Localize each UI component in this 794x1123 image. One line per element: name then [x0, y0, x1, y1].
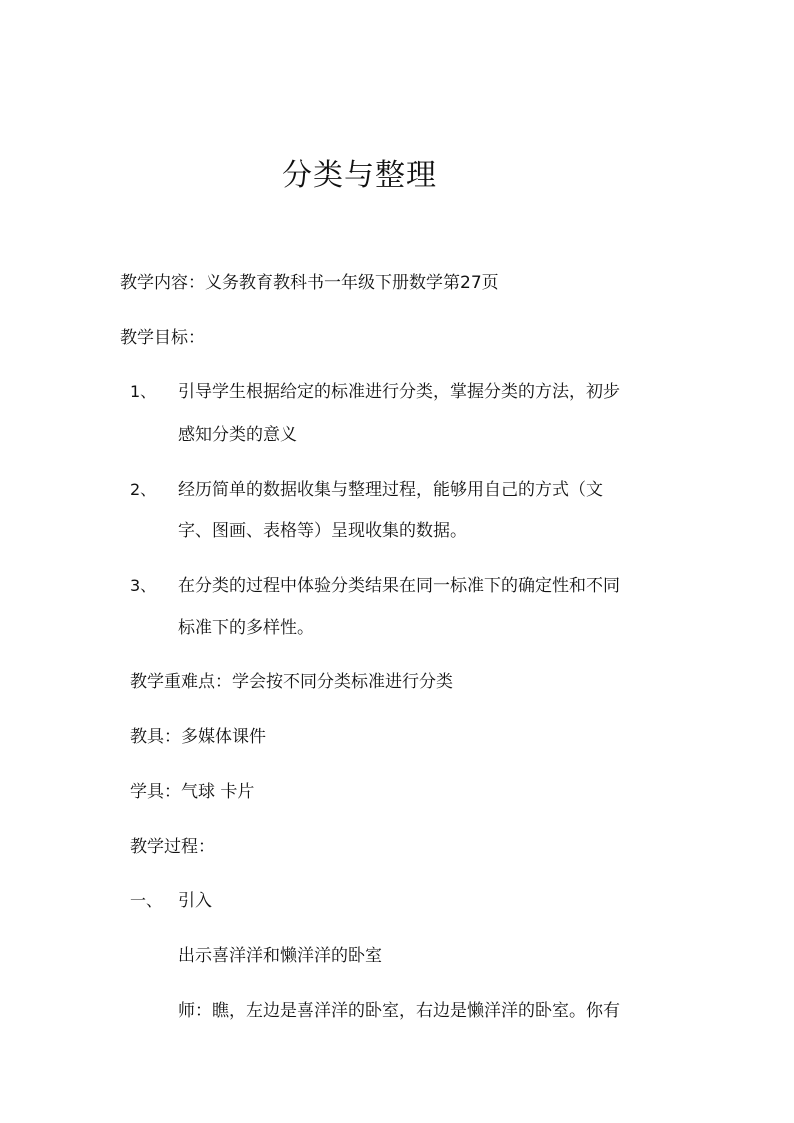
- goal-number: 3、: [130, 576, 157, 595]
- goal-number: 2、: [130, 480, 157, 499]
- goal-3-line-1: 在分类的过程中体验分类结果在同一标准下的确定性和不同: [178, 576, 620, 596]
- goal-3-line-2: 标准下的多样性。: [178, 618, 314, 638]
- key-difficulty: 教学重难点：学会按不同分类标准进行分类: [130, 672, 453, 692]
- teacher-dialogue: 师：瞧，左边是喜洋洋的卧室，右边是懒洋洋的卧室。你有: [178, 1001, 620, 1021]
- goal-1-line-1: 引导学生根据给定的标准进行分类，掌握分类的方法，初步: [178, 382, 620, 402]
- show-bedrooms-line: 出示喜洋洋和懒洋洋的卧室: [178, 946, 382, 966]
- section-number: 一、: [130, 891, 163, 910]
- document-title: 分类与整理: [282, 158, 437, 193]
- goal-2-line-2: 字、图画、表格等）呈现收集的数据。: [178, 521, 467, 541]
- goals-heading: 教学目标：: [120, 328, 205, 348]
- process-heading: 教学过程：: [130, 837, 215, 857]
- section-label: 引入: [178, 891, 212, 911]
- goal-number: 1、: [130, 382, 157, 401]
- student-tools: 学具：气球 卡片: [130, 782, 255, 802]
- goal-2-line-1: 经历简单的数据收集与整理过程，能够用自己的方式（文: [178, 480, 603, 500]
- goal-1-line-2: 感知分类的意义: [178, 425, 297, 445]
- teaching-tools: 教具：多媒体课件: [130, 727, 266, 747]
- teaching-content: 教学内容：义务教育教科书一年级下册数学第27页: [120, 273, 499, 293]
